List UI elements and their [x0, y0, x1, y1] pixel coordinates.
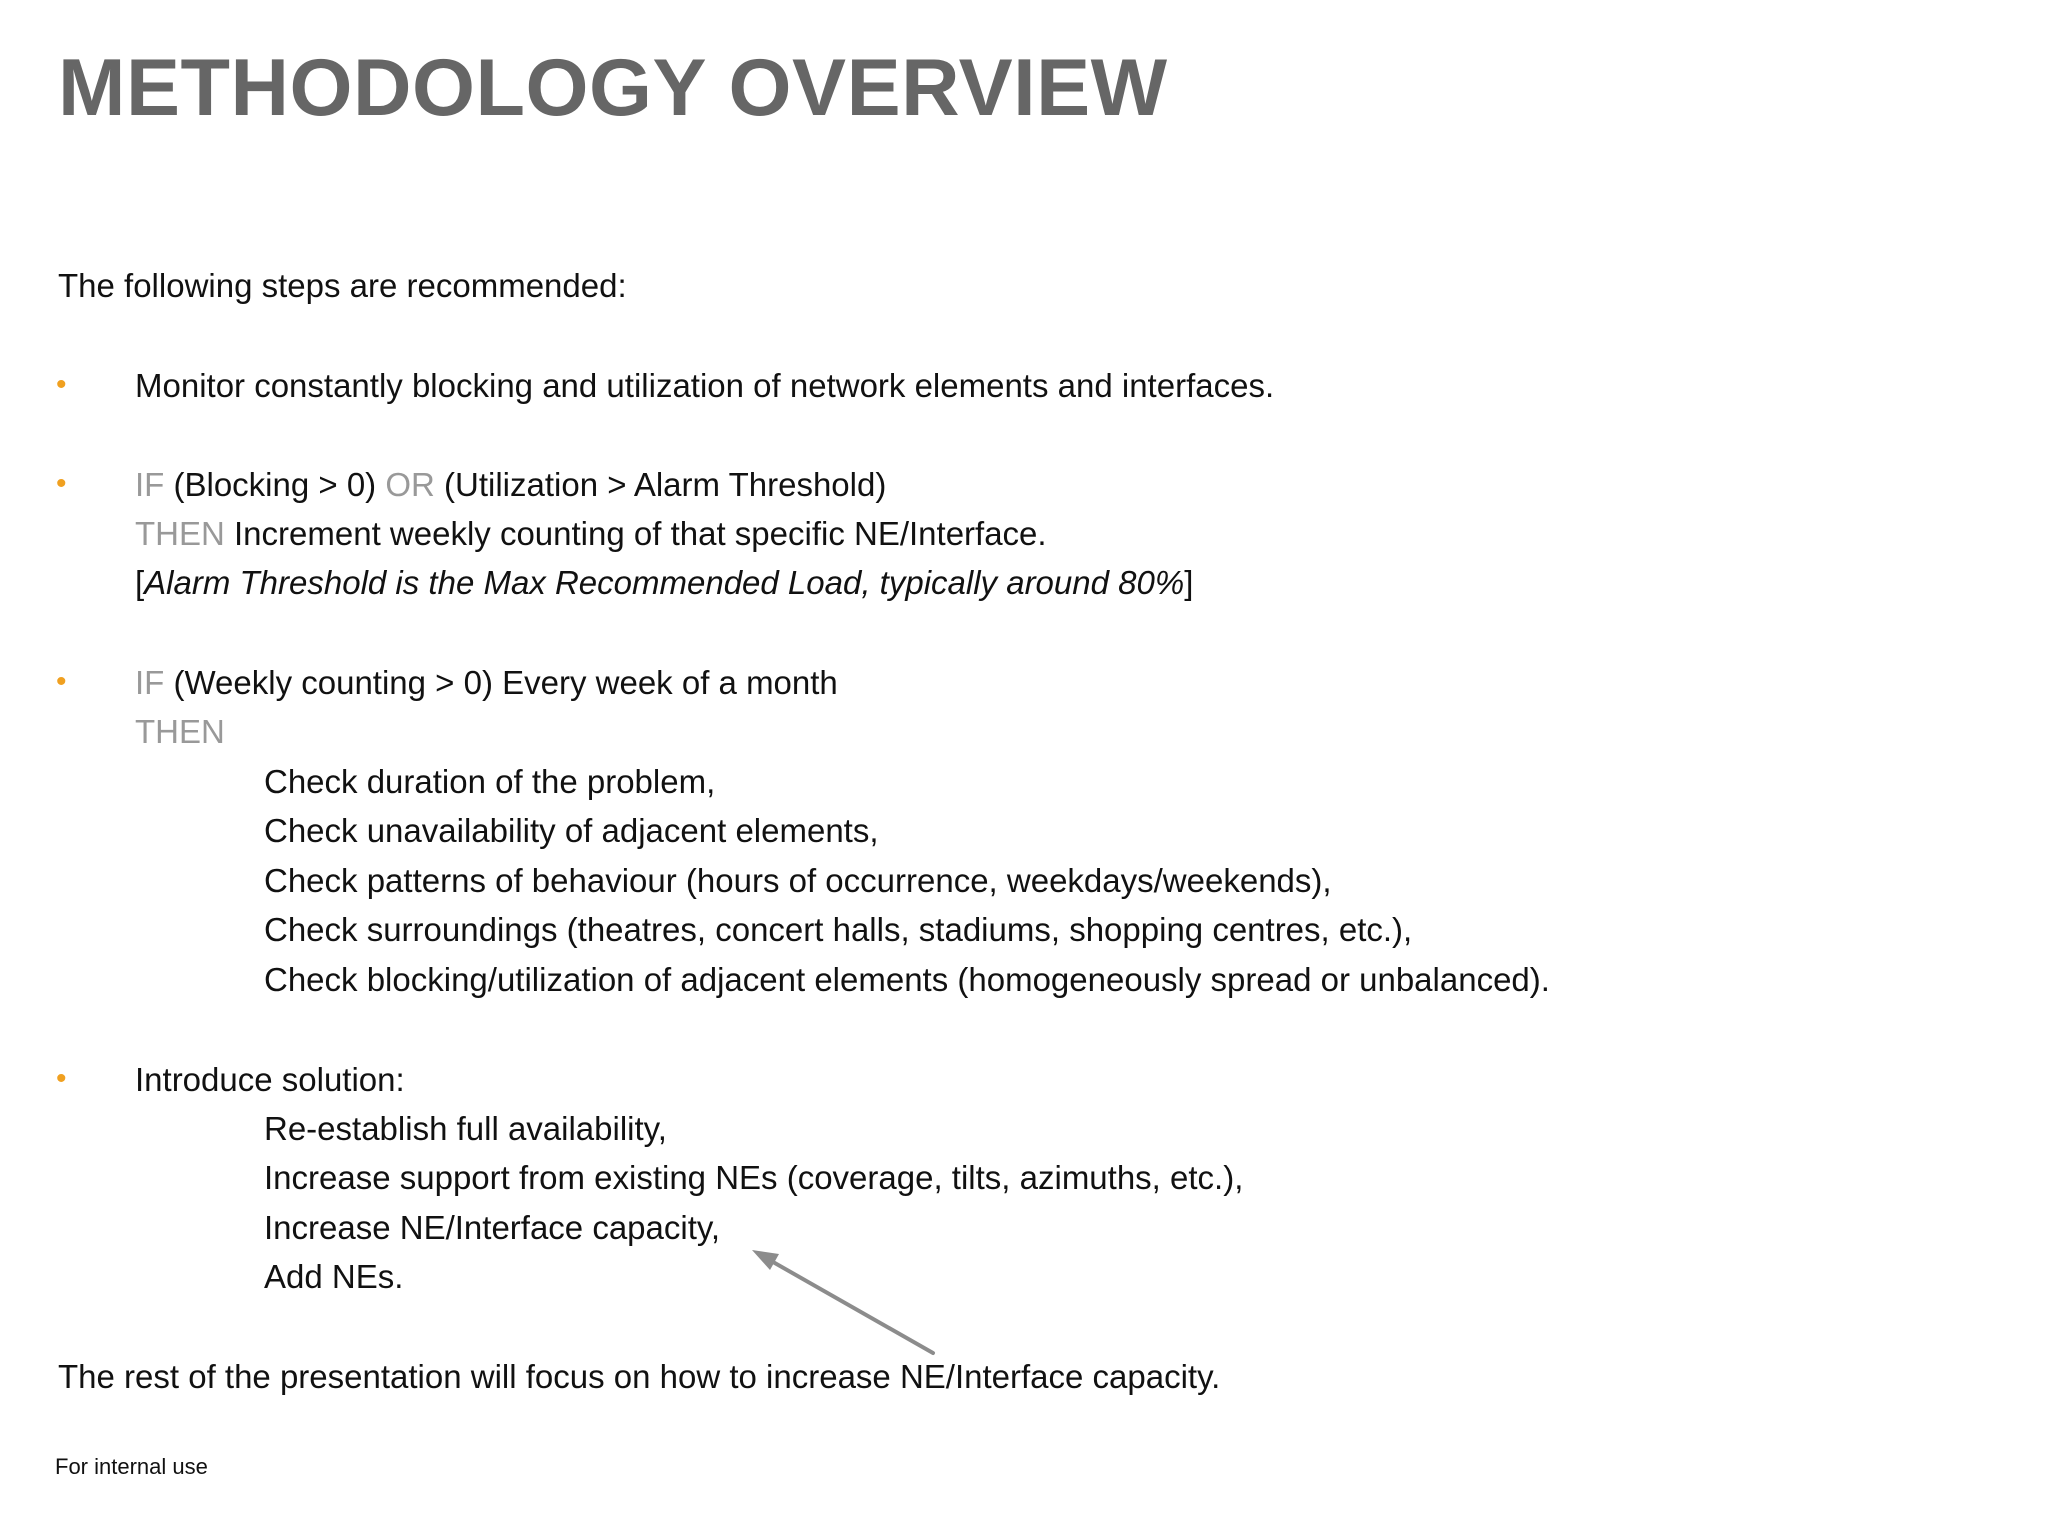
keyword-if: IF: [135, 466, 165, 503]
condition-blocking: (Blocking > 0): [164, 466, 386, 503]
keyword-if: IF: [135, 664, 165, 701]
check-item: Check blocking/utilization of adjacent elements (homogeneously spread or unbalanced).: [264, 961, 1550, 998]
action-text: Increment weekly counting of that specific NE/Interface.: [224, 515, 1047, 552]
check-item: Check duration of the problem,: [264, 763, 716, 800]
solution-item: Re-establish full availability,: [264, 1110, 667, 1147]
step2-action: [135, 514, 1047, 554]
check-item: Check patterns of behaviour (hours of occurrence, weekdays/weekends),: [264, 862, 1332, 899]
solution-item-capacity: Increase NE/Interface capacity,: [264, 1209, 721, 1246]
keyword-or: OR: [385, 466, 435, 503]
bullet-2: •: [56, 467, 67, 500]
check-item: Check unavailability of adjacent elements,: [264, 812, 879, 849]
bullet-4: •: [56, 1062, 67, 1095]
bullet-1: •: [56, 368, 67, 401]
condition-weekly: (Weekly counting > 0) Every week of a month: [164, 664, 838, 701]
bullet-3: •: [56, 665, 67, 698]
keyword-then: THEN: [135, 713, 225, 750]
condition-utilization: (Utilization > Alarm Threshold): [434, 466, 887, 503]
solution-item: Increase support from existing NEs (coverage, tilts, azimuths, etc.),: [264, 1159, 1244, 1196]
step1-text: Monitor constantly blocking and utilization of network elements and interfaces.: [135, 367, 1275, 404]
keyword-then: THEN: [135, 515, 225, 552]
step3-condition: [135, 663, 838, 703]
slide-title: METHODOLOGY OVERVIEW: [58, 43, 1168, 133]
intro-text: The following steps are recommended:: [58, 267, 627, 304]
solution-item: Add NEs.: [264, 1258, 404, 1295]
step2-condition: [135, 465, 886, 505]
step2-note: [Alarm Threshold is the Max Recommended Load, typically around 80%]: [135, 564, 1194, 601]
threshold-note: Alarm Threshold is the Max Recommended Load, typically around 80%: [144, 564, 1185, 601]
footer-text: For internal use: [55, 1454, 208, 1479]
step4-text: Introduce solution:: [135, 1061, 405, 1098]
check-item: Check surroundings (theatres, concert halls, stadiums, shopping centres, etc.),: [264, 911, 1413, 948]
conclusion-text: The rest of the presentation will focus on how to increase NE/Interface capacity.: [58, 1358, 1221, 1395]
